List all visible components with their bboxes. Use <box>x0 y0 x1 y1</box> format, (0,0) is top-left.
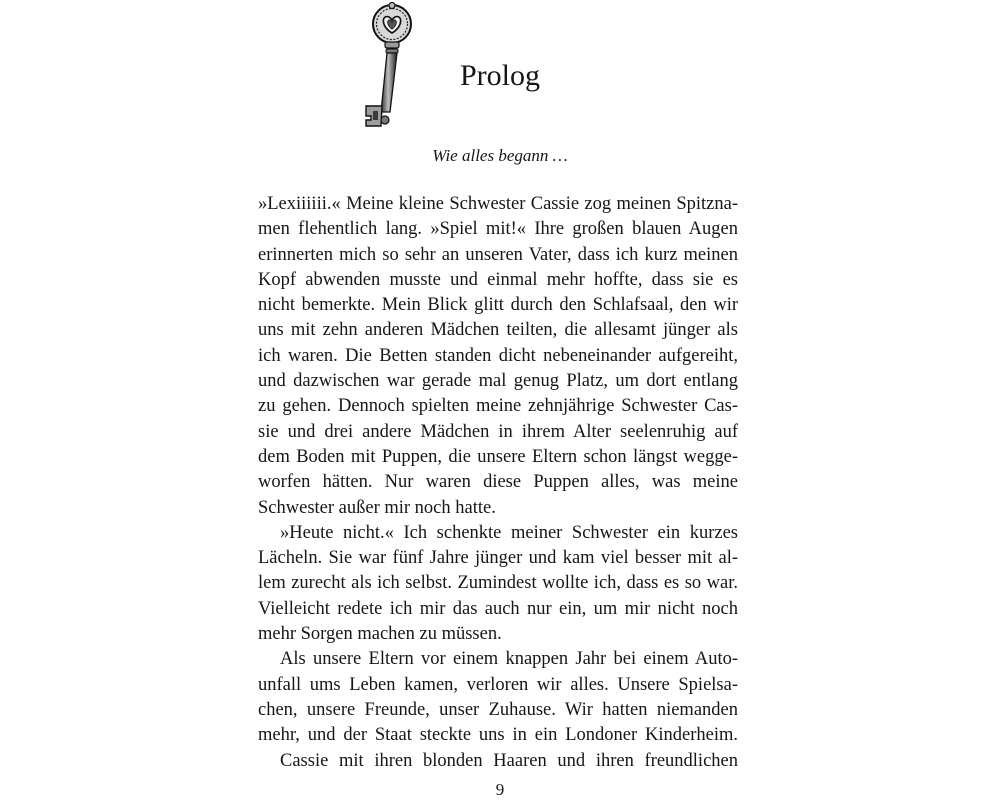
text-line: und dazwischen war gerade mal genug Platz, um dort entlang <box>258 371 738 392</box>
text-line: Vielleicht redete ich mir das auch nur ein, um mir nicht noch <box>258 598 738 619</box>
text-line: mehr, und der Staat steckte uns in ein Londoner Kinderheim. <box>258 725 738 746</box>
text-line: Cassie mit ihren blonden Haaren und ihren freundlichen <box>280 750 738 771</box>
text-line: Schwester außer mir noch hatte. <box>258 497 496 518</box>
text-line: »Lexiiiiii.« Meine kleine Schwester Cassie zog meinen Spitzna- <box>258 194 738 214</box>
text-line: men flehentlich lang. »Spiel mit!« Ihre großen blauen Augen <box>258 219 738 240</box>
text-line: »Heute nicht.« Ich schenkte meiner Schwester ein kurzes <box>280 522 738 543</box>
text-line: lem zurecht als ich selbst. Zumindest wollte ich, dass es so war. <box>258 573 738 594</box>
text-line: chen, unsere Freunde, unser Zuhause. Wir hatten niemanden <box>258 699 738 720</box>
page-number: 9 <box>495 780 505 799</box>
text-line: mehr Sorgen machen zu müssen. <box>258 624 502 645</box>
text-line: sie und drei andere Mädchen in ihrem Alter seelenruhig auf <box>258 421 738 442</box>
text-line: Kopf abwenden musste und einmal mehr hoffte, dass sie es <box>258 269 738 290</box>
text-line: zu gehen. Dennoch spielten meine zehnjährige Schwester Cas- <box>258 396 738 417</box>
text-line: erinnerten mich so sehr an unseren Vater, dass ich kurz meinen <box>258 244 738 265</box>
chapter-title: Prolog <box>459 59 540 92</box>
chapter-subtitle: Wie alles begann … <box>432 146 568 165</box>
text-line: ich waren. Die Betten standen dicht nebeneinander aufgereiht, <box>258 345 738 366</box>
body-text <box>258 192 738 774</box>
text-line: dem Boden mit Puppen, die unsere Eltern schon längst wegge- <box>258 446 738 467</box>
text-line: nicht bemerkte. Mein Blick glitt durch den Schlafsaal, den wir <box>258 295 738 316</box>
text-line: Als unsere Eltern vor einem knappen Jahr bei einem Auto- <box>280 649 738 670</box>
text-line: Lächeln. Sie war fünf Jahre jünger und kam viel besser mit al- <box>258 548 738 569</box>
text-line: unfall ums Leben kamen, verloren wir alles. Unsere Spielsa- <box>258 674 738 695</box>
text-line: worfen hätten. Nur waren diese Puppen alles, was meine <box>258 472 738 493</box>
text-line: uns mit zehn anderen Mädchen teilten, die allesamt jünger als <box>258 320 738 341</box>
